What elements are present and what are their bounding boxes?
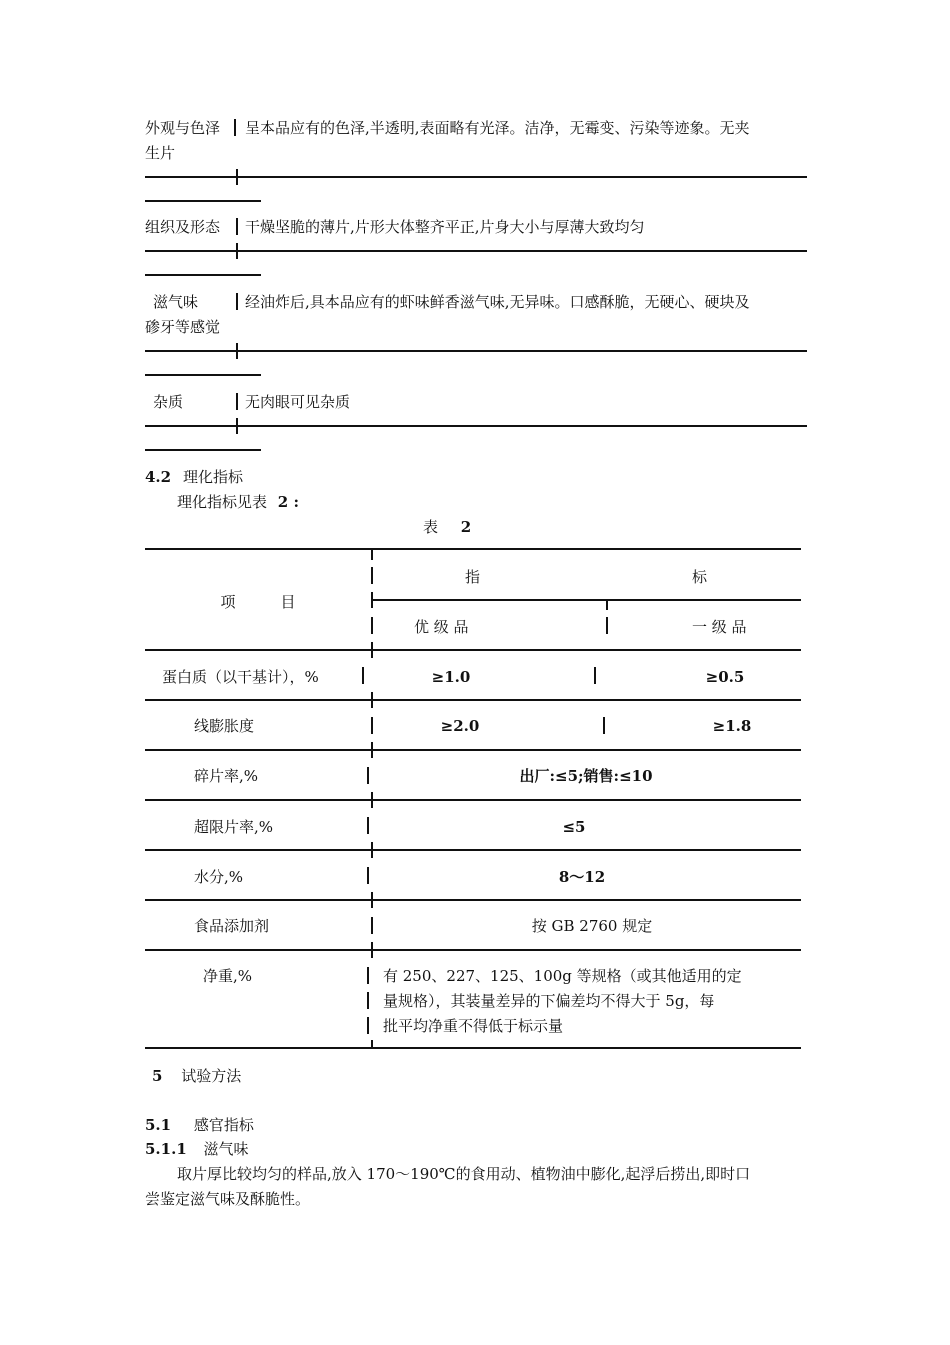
row-rule-short	[145, 274, 261, 276]
row-value-expansion-grade1: ≥2.0	[440, 717, 480, 735]
column-divider	[371, 617, 373, 634]
row-rule	[145, 350, 807, 352]
column-divider	[367, 1017, 369, 1034]
rule-tick	[371, 892, 373, 908]
intro-text: 理化指标见表	[177, 493, 268, 511]
sensory-desc-flavor: 经油炸后,具本品应有的虾味鲜香滋气味,无异味。口感酥脆，无硬心、硬块及	[245, 293, 750, 311]
header-index-left: 指	[465, 568, 481, 586]
row-value-fragments: 出厂:≤5;销售:≤10	[519, 767, 653, 785]
sensory-desc-appearance-cont: 生片	[145, 144, 176, 162]
row-item-moisture: 水分,%	[194, 868, 244, 886]
row-rule	[145, 799, 801, 801]
rule-tick	[371, 642, 373, 658]
column-divider	[236, 393, 238, 410]
row-rule	[145, 749, 801, 751]
section-5-title: 试验方法	[181, 1067, 242, 1085]
column-divider	[606, 617, 608, 634]
section-5-1-1-paragraph-line1: 取片厚比较均匀的样品,放入 170～190℃的食用动、植物油中膨化,起浮后捞出,即时口	[177, 1165, 751, 1183]
header-index-right: 标	[692, 568, 708, 586]
sensory-label-impurity: 杂质	[153, 393, 184, 411]
sensory-label-flavor: 滋气味	[153, 293, 199, 311]
row-value-net-weight-line2: 量规格），其装量差异的下偏差均不得大于 5g，每	[383, 992, 715, 1010]
row-value-protein-grade1: ≥1.0	[431, 668, 471, 686]
row-value-expansion-grade2: ≥1.8	[712, 717, 752, 735]
column-divider	[367, 867, 369, 884]
section-5-1-number: 5.1	[145, 1116, 172, 1134]
sensory-label-appearance: 外观与色泽	[145, 119, 221, 137]
column-divider	[594, 667, 596, 684]
section-5-heading	[152, 1064, 241, 1088]
rule-tick	[236, 418, 238, 434]
rule-tick	[236, 243, 238, 259]
section-5-1-1-title: 滋气味	[203, 1140, 249, 1158]
caption-number: 2	[460, 518, 472, 536]
row-rule	[145, 849, 801, 851]
row-item-expansion: 线膨胀度	[194, 717, 255, 735]
caption-label: 表	[423, 518, 439, 536]
row-rule-short	[145, 200, 261, 202]
header-grade2: 一 级 品	[692, 618, 747, 636]
row-value-protein-grade2: ≥0.5	[705, 668, 745, 686]
section-5-1-title: 感官指标	[193, 1116, 254, 1134]
sensory-label-texture: 组织及形态	[145, 218, 221, 236]
section-5-1-1-heading	[145, 1137, 249, 1161]
header-item: 项 目	[220, 593, 296, 611]
row-rule	[145, 699, 801, 701]
rule-tick	[371, 1040, 373, 1049]
column-divider	[371, 717, 373, 734]
rule-tick	[371, 592, 373, 608]
row-rule	[145, 899, 801, 901]
sensory-desc-texture: 干燥坚脆的薄片,片形大体整齐平正,片身大小与厚薄大致均匀	[245, 218, 645, 236]
row-value-additives: 按 GB 2760 规定	[531, 917, 653, 935]
section-4-2-intro	[177, 490, 299, 514]
intro-ref: 2 :	[277, 493, 299, 511]
row-item-protein: 蛋白质（以干基计），%	[162, 668, 319, 686]
rule-tick	[236, 343, 238, 359]
section-5-number: 5	[152, 1067, 163, 1085]
sensory-desc-appearance: 呈本品应有的色泽,半透明,表面略有光泽。洁净，无霉变、污染等迹象。无夹	[245, 119, 750, 137]
section-4-2-number: 4.2	[145, 468, 172, 486]
table-bottom-rule	[145, 1047, 801, 1049]
row-rule-short	[145, 449, 261, 451]
section-4-2-title: 理化指标	[183, 468, 244, 486]
rule-tick	[371, 792, 373, 808]
header-bottom-rule	[145, 649, 801, 651]
rule-tick	[371, 548, 373, 560]
column-divider	[367, 992, 369, 1009]
column-divider	[603, 717, 605, 734]
header-sub-rule	[371, 599, 801, 601]
table-top-rule	[145, 548, 801, 550]
column-divider	[236, 293, 238, 310]
column-divider	[367, 767, 369, 784]
row-item-additives: 食品添加剂	[194, 917, 270, 935]
sensory-desc-impurity: 无肉眼可见杂质	[245, 393, 351, 411]
row-rule	[145, 176, 807, 178]
column-divider	[234, 119, 236, 136]
row-value-net-weight-line1: 有 250、227、125、100g 等规格（或其他适用的定	[383, 967, 742, 985]
rule-tick	[236, 169, 238, 185]
row-value-oversize: ≤5	[562, 818, 586, 836]
row-item-net-weight: 净重,%	[203, 967, 253, 985]
row-rule	[145, 250, 807, 252]
header-grade1: 优 级 品	[414, 618, 469, 636]
row-rule	[145, 949, 801, 951]
column-divider	[236, 218, 238, 235]
section-5-1-1-paragraph-line2: 尝鉴定滋气味及酥脆性。	[145, 1190, 311, 1208]
sensory-desc-flavor-cont: 碜牙等感觉	[145, 318, 221, 336]
row-value-net-weight-line3: 批平均净重不得低于标示量	[383, 1017, 564, 1035]
row-rule-short	[145, 374, 261, 376]
rule-tick	[606, 600, 608, 610]
column-divider	[362, 667, 364, 684]
rule-tick	[371, 742, 373, 758]
rule-tick	[371, 842, 373, 858]
row-value-moisture: 8～12	[558, 868, 606, 886]
section-5-1-1-number: 5.1.1	[145, 1140, 187, 1158]
rule-tick	[371, 692, 373, 708]
row-item-oversize: 超限片率,%	[194, 818, 274, 836]
column-divider	[367, 967, 369, 984]
rule-tick	[371, 942, 373, 958]
row-item-fragments: 碎片率,%	[194, 767, 259, 785]
column-divider	[371, 567, 373, 584]
row-rule	[145, 425, 807, 427]
section-5-1-heading	[145, 1113, 254, 1137]
table-caption	[423, 515, 471, 539]
column-divider	[367, 817, 369, 834]
